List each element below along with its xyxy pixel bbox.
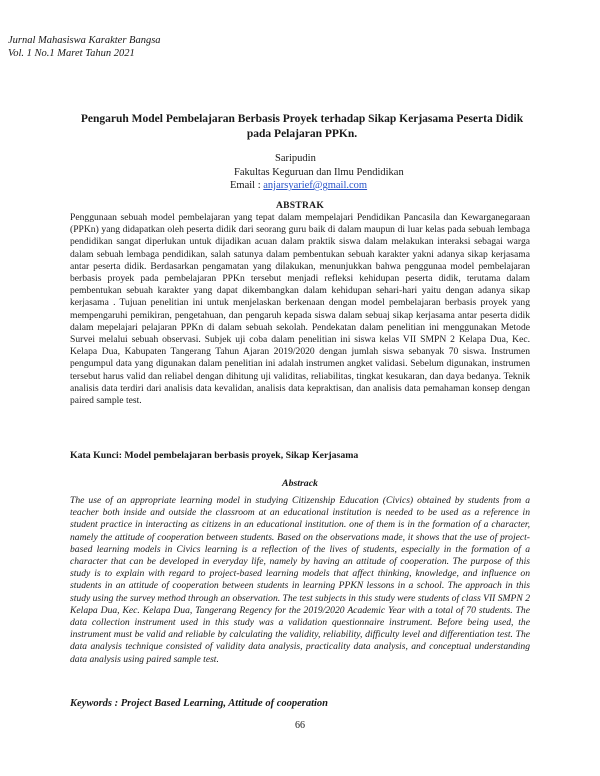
journal-volume: Vol. 1 No.1 Maret Tahun 2021 [8, 48, 135, 59]
abstrak-text: Penggunaan sebuah model pembelajaran yang tepat dalam mempelajari Pendidikan Pancasila dan Kewarganegaraan (PPKn) yang didapatkan oleh peserta didik dari seorang guru baik di dalam maupun di luar kelas pada sebuah lembaga pendidikan sangat diperlukan untuk dijadikan acuan dalam praktik siswa dalam melakukan interaksi sebagai warga dalam sebuah lembaga pendidikan, salah satunya dalam pembentukan sebuah karakter yakni adanya sikap kerjasama antar peserta didik. Berdasarkan pengamatan yang dilakukan, menunjukkan bahwa penggunaa model pembelajaran berbasis proyek pada pembelajaran PPKn tersebut menjadi refleksi kehidupan peserta didik, terutama dalam pembentukan sebuah karakter yang dapat dikembangkan dalam kehidupan sehari-hari yaitu dengan adanya sikap kerjasama . Tujuan penelitian ini untuk menjelaskan berkenaan dengan model pembelajaran berbasis proyek yang mempengaruhi pemikiran, pengetahuan, dan pengaruh kepada siswa dalam sebuaj sikap kerjasama antar peserta didik dalam mepelajari pelajaran PPKn di dalam sebuah sekolah. Pendekatan dalam penelitian ini menggunakan Metode Survei melalui sebuah observasi. Subjek uji coba dalam penelitian ini siswa kelas VII SMPN 2 Kelapa Dua, Kec. Kelapa Dua, Kabupaten Tangerang Tahun Ajaran 2019/2020 dengan jumlah siswa sebanyak 70 siswa. Instrumen pengumpul data yang digunakan dalam penelitian ini adalah instrumen angket validasi. Sebelum digunakan, instrumen tersebut harus valid dan reliabel dengan dihitung uji validitas, reliabilitas, tingkat kesukaran, dan daya bedanya. Teknik analisis data terdiri dari analisis data kevalidan, analisis data kepraktisan, dan analisis data pemahaman konsep dengan paired sample test. [70, 212, 530, 407]
author-email-line [230, 179, 367, 192]
paper-title: Pengaruh Model Pembelajaran Berbasis Proyek terhadap Sikap Kerjasama Peserta Didik pada Pelajaran PPKn. [80, 113, 524, 140]
author-affiliation: Fakultas Keguruan dan Ilmu Pendidikan [234, 167, 404, 178]
email-link[interactable]: anjarsyarief@gmail.com [263, 180, 368, 191]
email-label: Email : [230, 180, 264, 191]
abstract-text: The use of an appropriate learning model in studying Citizenship Education (Civics) obtained by students from a teacher both inside and outside the classroom at an educational institution is needed to be used as a reference in student practice in interacting as citizens in an educational institution. one of them is in the formation of a character, namely the attitude of cooperation between students. Based on the observations made, it shows that the use of project-based learning models in Civics learning is a reflection of the lives of students, especially in the formation of a character that can be developed in everyday life, namely by having an attitude of cooperation. The purpose of this study is to explain with regard to project-based learning models that affect thinking, knowledge, and influence on students in an attitude of cooperation between students in learning PPKN lessons in a school. The approach in this study using the survey method through an observation. The test subjects in this study were students of class VII SMPN 2 Kelapa Dua, Kec. Kelapa Dua, Tangerang Regency for the 2019/2020 Academic Year with a total of 70 students. The data collection instrument used in this study was a validation questionnaire instrument. Before being used, the instrument must be valid and reliable by calculating the validity, reliability, difficulty level and differentiation test. The data analysis technique consisted of validity data analysis, practicality data analysis, and conceptual understanding data analysis using paired sample test. [70, 495, 531, 665]
abstract-heading: Abstrack [282, 478, 318, 489]
abstrak-heading: ABSTRAK [275, 201, 325, 211]
keywords: Keywords : Project Based Learning, Attitude of cooperation [70, 698, 329, 709]
author-name: Saripudin [275, 153, 316, 164]
journal-header [8, 34, 161, 60]
journal-name: Jurnal Mahasiswa Karakter Bangsa [8, 35, 161, 46]
kata-kunci: Kata Kunci: Model pembelajaran berbasis proyek, Sikap Kerjasama [70, 450, 359, 461]
page-number: 66 [295, 720, 305, 731]
